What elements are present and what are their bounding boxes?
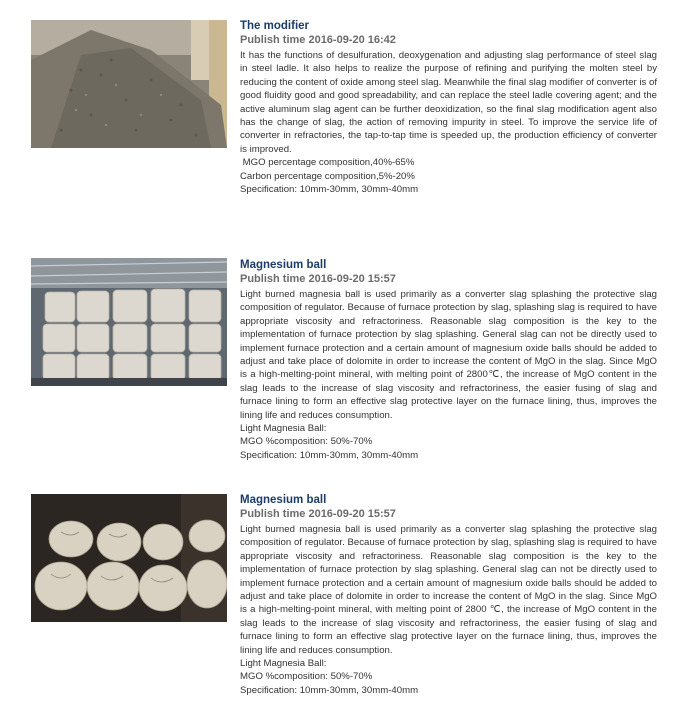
article-content <box>240 19 657 196</box>
spec-line: Specification: 10mm-30mm, 30mm-40mm <box>240 449 419 461</box>
publish-time: Publish time 2016-09-20 15:57 <box>240 273 396 285</box>
spec-line: MGO %composition: 50%-70% <box>240 671 373 683</box>
spec-line: Specification: 10mm-30mm, 30mm-40mm <box>240 184 419 196</box>
spec-line: MGO percentage composition,40%-65% <box>240 157 415 169</box>
warehouse-bags-photo <box>31 258 227 386</box>
publish-time: Publish time 2016-09-20 15:57 <box>240 508 396 520</box>
spec-line: Light Magnesia Ball: <box>240 658 327 670</box>
article-title[interactable]: Magnesium ball <box>240 494 327 506</box>
article-title[interactable]: Magnesium ball <box>240 259 327 271</box>
article-body: It has the functions of desulfuration, deoxygenation and adjusting slag performance of steel slag in steel ladle. It also helps to realize the purpose of refining and purifying the molten steel by reducing the content of oxide among steel slag. Meanwhile the final slag modifier of converter is of good fluidity good and good spreadability, and can replace the steel ladle covering agent; and the active aluminum slag agent can be further deoxidization, so the final slag modification agent also has the change of slag, the action of removing impurity in steel. To improve the service life of converter in refractories, the tap-to-tap time is speeded up, the production efficiency of converter is improved. <box>240 50 657 155</box>
article-image[interactable] <box>31 258 227 386</box>
article-body: Light burned magnesia ball is used primarily as a converter slag splashing the protective slag composition of regulator. Because of furnace protection by slag, splashing slag is required to have appropriate viscosity and refractoriness. Reasonable slag composition is the key to the implementation of furnace protection by slag splashing. General slag can not be directly used to implement furnace protection and a certain amount of magnesium oxide balls should be added to adjust and take place of dolomite in order to increase the content of MgO in the slag. Since MgO is a high-melting-point mineral, with melting point of 2800 ℃, the increase of MgO content in the slag leads to the increase of slag viscosity and refractoriness, the easier fusing of slag and furnace lining to form an effective slag protective layer on the furnace lining, thus, improves the lining life and reduces consumption. <box>240 524 657 656</box>
spec-line: MGO %composition: 50%-70% <box>240 436 373 448</box>
publish-time: Publish time 2016-09-20 16:42 <box>240 34 396 46</box>
storage-bags-photo <box>31 494 227 622</box>
article-image[interactable] <box>31 494 227 622</box>
slag-pile-photo <box>31 20 227 148</box>
spec-line: Carbon percentage composition,5%-20% <box>240 170 415 182</box>
article-image[interactable] <box>31 20 227 148</box>
spec-line: Specification: 10mm-30mm, 30mm-40mm <box>240 684 419 696</box>
article-title[interactable]: The modifier <box>240 20 310 32</box>
article-body: Light burned magnesia ball is used primarily as a converter slag splashing the protective slag composition of regulator. Because of furnace protection by slag, splashing slag is required to have appropriate viscosity and refractoriness. Reasonable slag composition is the key to the implementation of furnace protection by slag splashing. General slag can not be directly used to implement furnace protection and a certain amount of magnesium oxide balls should be added to adjust and take place of dolomite in order to increase the content of MgO in the slag. Since MgO is a high-melting-point mineral, with melting point of 2800℃, the increase of MgO content in the slag leads to the increase of slag viscosity and refractoriness, the easier fusing of slag and furnace lining to form an effective slag protective layer on the furnace lining, thus, improves the lining life and reduces consumption. <box>240 289 657 421</box>
article-content <box>240 493 657 697</box>
article-content <box>240 258 657 462</box>
spec-line: Light Magnesia Ball: <box>240 423 327 435</box>
